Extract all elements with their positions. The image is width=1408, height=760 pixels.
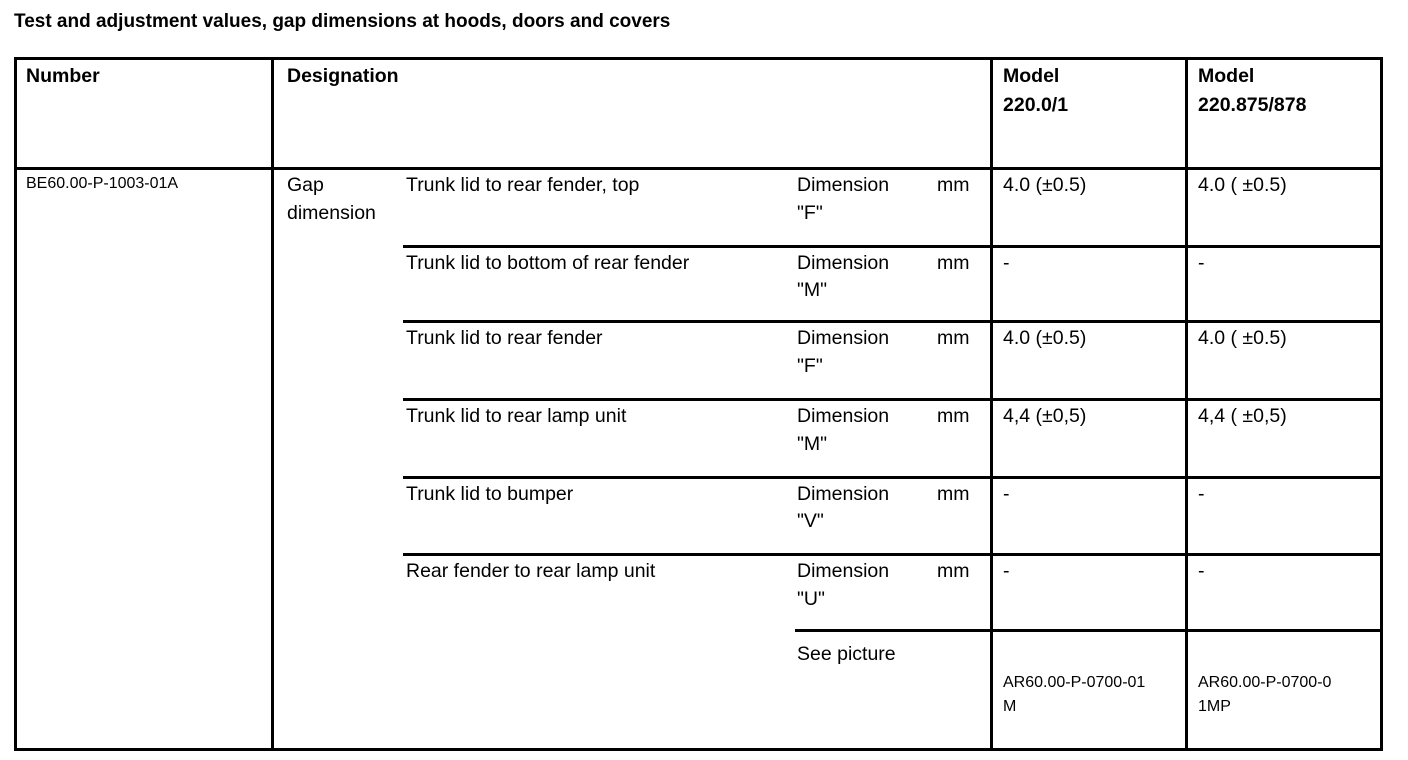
row-divider	[403, 553, 1383, 556]
see-picture-label: See picture	[797, 643, 896, 665]
document-number: BE60.00-P-1003-01A	[26, 175, 179, 192]
header-designation: Designation	[287, 65, 399, 87]
row-divider	[403, 476, 1383, 479]
row-unit: mm	[937, 327, 970, 349]
row-dimension-label: Dimension	[797, 174, 890, 196]
group-label-line-1: Gap	[287, 174, 324, 196]
row-dimension-code: "F"	[797, 355, 823, 377]
header-divider	[14, 167, 1383, 170]
header-model-1-label: Model	[1003, 65, 1060, 87]
header-model-2-code: 220.875/878	[1198, 94, 1307, 116]
row-divider	[795, 629, 1383, 632]
row-model-1-value: 4.0 (±0.5)	[1003, 327, 1087, 349]
row-dimension-code: "F"	[797, 202, 823, 224]
header-model-1-code: 220.0/1	[1003, 94, 1069, 116]
row-description: Trunk lid to rear fender	[406, 327, 603, 349]
row-description: Trunk lid to rear lamp unit	[406, 405, 627, 427]
row-model-1-value: -	[1003, 252, 1010, 274]
table-border-bottom	[14, 748, 1383, 751]
page-title: Test and adjustment values, gap dimensions at hoods, doors and covers	[14, 11, 671, 32]
row-model-2-value: -	[1198, 560, 1205, 582]
column-divider-designation	[990, 57, 993, 751]
row-unit: mm	[937, 252, 970, 274]
picture-ref-model-1-line-2: M	[1003, 698, 1017, 715]
row-model-2-value: 4.0 ( ±0.5)	[1198, 327, 1287, 349]
row-model-2-value: -	[1198, 252, 1205, 274]
row-description: Rear fender to rear lamp unit	[406, 560, 656, 582]
row-model-1-value: 4.0 (±0.5)	[1003, 174, 1087, 196]
row-dimension-label: Dimension	[797, 560, 890, 582]
row-dimension-label: Dimension	[797, 405, 890, 427]
table-border-top	[14, 57, 1383, 60]
row-model-1-value: -	[1003, 560, 1010, 582]
row-model-1-value: 4,4 (±0,5)	[1003, 405, 1087, 427]
row-divider	[403, 320, 1383, 323]
row-divider	[403, 245, 1383, 248]
row-unit: mm	[937, 483, 970, 505]
row-dimension-label: Dimension	[797, 327, 890, 349]
row-divider	[403, 398, 1383, 401]
row-model-1-value: -	[1003, 483, 1010, 505]
header-number: Number	[26, 65, 100, 87]
row-model-2-value: 4,4 ( ±0,5)	[1198, 405, 1287, 427]
row-unit: mm	[937, 405, 970, 427]
picture-ref-model-2-line-1: AR60.00-P-0700-0	[1198, 674, 1332, 691]
group-label-line-2: dimension	[287, 202, 376, 224]
row-unit: mm	[937, 560, 970, 582]
table-border-right	[1380, 57, 1383, 751]
row-dimension-code: "V"	[797, 510, 824, 532]
row-model-2-value: 4.0 ( ±0.5)	[1198, 174, 1287, 196]
column-divider-number	[271, 57, 274, 751]
column-divider-models	[1185, 57, 1188, 751]
table-border-left	[14, 57, 17, 751]
header-model-2-label: Model	[1198, 65, 1255, 87]
row-dimension-code: "M"	[797, 433, 828, 455]
row-unit: mm	[937, 174, 970, 196]
row-description: Trunk lid to bottom of rear fender	[406, 252, 690, 274]
row-description: Trunk lid to rear fender, top	[406, 174, 640, 196]
row-dimension-code: "U"	[797, 588, 825, 610]
row-model-2-value: -	[1198, 483, 1205, 505]
picture-ref-model-1-line-1: AR60.00-P-0700-01	[1003, 674, 1146, 691]
row-dimension-label: Dimension	[797, 483, 890, 505]
row-dimension-code: "M"	[797, 279, 828, 301]
row-dimension-label: Dimension	[797, 252, 890, 274]
row-description: Trunk lid to bumper	[406, 483, 574, 505]
picture-ref-model-2-line-2: 1MP	[1198, 698, 1231, 715]
